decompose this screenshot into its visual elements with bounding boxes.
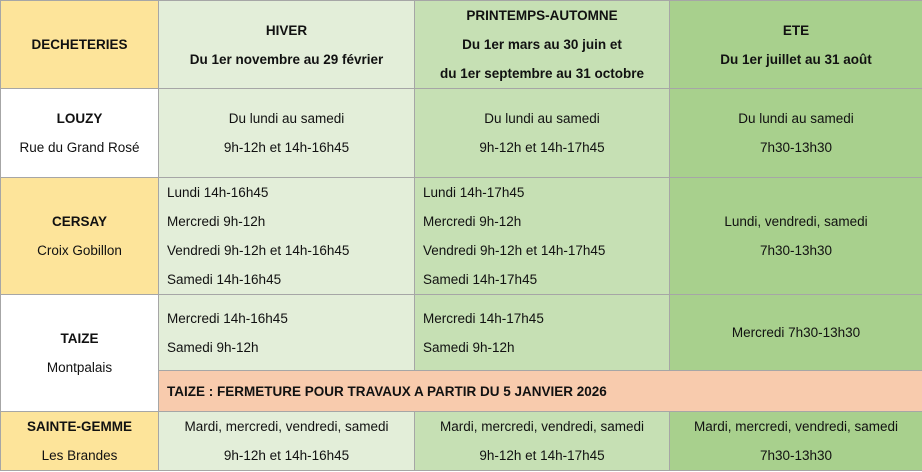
cersay-hiver-line-4: Samedi 14h-16h45	[167, 272, 282, 287]
sainte-gemme-ete-line-2: 7h30-13h30	[759, 448, 833, 463]
sainte-gemme-ete	[670, 412, 922, 471]
sainte-gemme-name-cell	[1, 412, 159, 471]
header-printemps-dates-2: du 1er septembre au 31 octobre	[439, 66, 645, 81]
header-ete-dates: Du 1er juillet au 31 août	[720, 51, 872, 67]
cersay-name-cell	[1, 178, 159, 295]
cersay-name: CERSAY	[51, 214, 108, 229]
louzy-name-cell	[1, 89, 159, 178]
header-printemps	[415, 1, 670, 89]
header-decheteries-label: DECHETERIES	[31, 37, 128, 52]
sainte-gemme-ete-line-1: Mardi, mercredi, vendredi, samedi	[693, 419, 899, 434]
taize-ete	[670, 295, 922, 371]
cersay-hiver	[159, 178, 415, 295]
row-taize	[1, 295, 922, 371]
cersay-ete-line-2: 7h30-13h30	[759, 243, 833, 258]
taize-hiver-line-1: Mercredi 14h-16h45	[167, 310, 288, 326]
header-printemps-dates-1: Du 1er mars au 30 juin et	[462, 37, 622, 52]
louzy-hiver-line-1: Du lundi au samedi	[228, 111, 345, 126]
header-hiver	[159, 1, 415, 89]
taize-place: Montpalais	[46, 360, 113, 375]
louzy-place: Rue du Grand Rosé	[19, 140, 140, 155]
cersay-printemps-line-4: Samedi 14h-17h45	[423, 272, 538, 287]
sainte-gemme-place: Les Brandes	[41, 448, 118, 463]
cersay-hiver-line-2: Mercredi 9h-12h	[167, 214, 266, 229]
cersay-ete	[670, 178, 922, 295]
louzy-hiver-line-2: 9h-12h et 14h-16h45	[223, 140, 350, 155]
louzy-printemps-line-2: 9h-12h et 14h-17h45	[479, 140, 605, 155]
header-row	[1, 1, 922, 89]
header-ete	[670, 1, 922, 89]
row-louzy	[1, 89, 922, 178]
louzy-printemps	[415, 89, 670, 178]
header-printemps-title: PRINTEMPS-AUTOMNE	[466, 8, 618, 23]
cersay-printemps-line-3: Vendredi 9h-12h et 14h-17h45	[423, 243, 606, 258]
taize-hiver	[159, 295, 415, 371]
taize-printemps-line-2: Samedi 9h-12h	[423, 339, 515, 355]
header-ete-title: ETE	[782, 22, 810, 38]
louzy-hiver	[159, 89, 415, 178]
taize-printemps-line-1: Mercredi 14h-17h45	[423, 310, 544, 326]
taize-printemps	[415, 295, 670, 371]
cersay-ete-line-1: Lundi, vendredi, samedi	[724, 214, 868, 229]
louzy-ete-line-1: Du lundi au samedi	[738, 111, 854, 126]
taize-closure-notice-text: TAIZE : FERMETURE POUR TRAVAUX A PARTIR DU 5 JANVIER 2026	[167, 383, 607, 399]
sainte-gemme-hiver-line-1: Mardi, mercredi, vendredi, samedi	[184, 419, 389, 434]
sainte-gemme-printemps	[415, 412, 670, 471]
sainte-gemme-name: SAINTE-GEMME	[26, 419, 132, 434]
taize-name-cell	[1, 295, 159, 412]
sainte-gemme-printemps-line-1: Mardi, mercredi, vendredi, samedi	[439, 419, 645, 434]
cersay-place: Croix Gobillon	[37, 243, 122, 258]
louzy-ete-line-2: 7h30-13h30	[759, 140, 833, 155]
header-hiver-title: HIVER	[265, 22, 308, 38]
louzy-ete	[670, 89, 922, 178]
header-decheteries	[1, 1, 159, 89]
taize-hiver-line-2: Samedi 9h-12h	[167, 339, 259, 355]
louzy-name: LOUZY	[56, 111, 103, 126]
taize-ete-line-1: Mercredi 7h30-13h30	[731, 325, 861, 340]
row-cersay	[1, 178, 922, 295]
cersay-printemps	[415, 178, 670, 295]
cersay-hiver-line-3: Vendredi 9h-12h et 14h-16h45	[167, 243, 350, 258]
taize-closure-notice	[159, 371, 922, 412]
louzy-printemps-line-1: Du lundi au samedi	[484, 111, 600, 126]
sainte-gemme-hiver	[159, 412, 415, 471]
sainte-gemme-hiver-line-2: 9h-12h et 14h-16h45	[223, 448, 350, 463]
cersay-hiver-line-1: Lundi 14h-16h45	[167, 185, 269, 200]
header-hiver-dates: Du 1er novembre au 29 février	[189, 51, 384, 67]
taize-name: TAIZE	[60, 331, 99, 346]
cersay-printemps-line-1: Lundi 14h-17h45	[423, 185, 525, 200]
row-sainte-gemme	[1, 412, 922, 471]
sainte-gemme-printemps-line-2: 9h-12h et 14h-17h45	[479, 448, 605, 463]
cersay-printemps-line-2: Mercredi 9h-12h	[423, 214, 522, 229]
